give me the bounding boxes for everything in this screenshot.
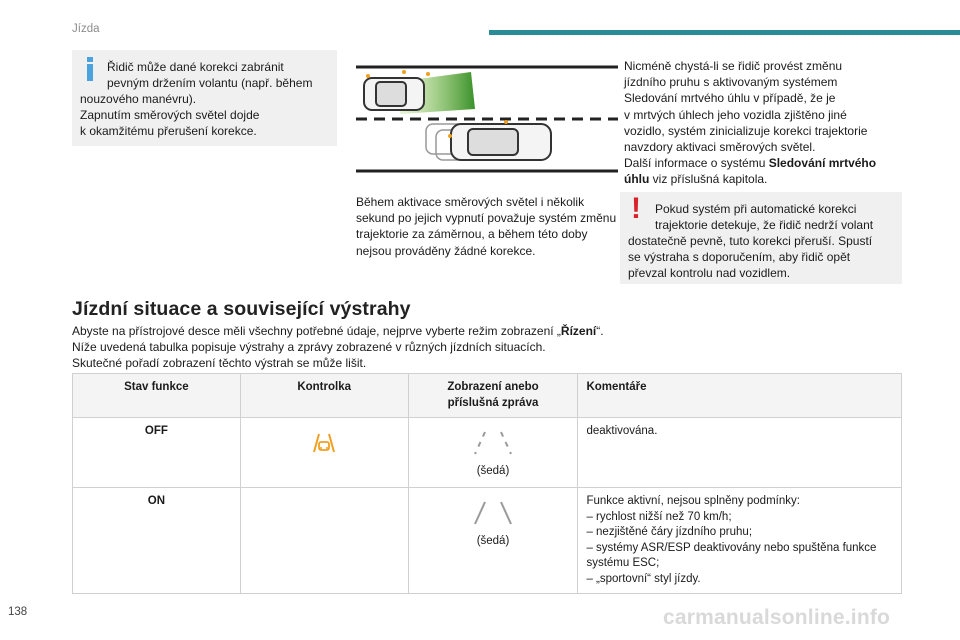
car-top (364, 78, 424, 110)
car-bottom (451, 124, 551, 160)
indicator-cell (240, 418, 408, 488)
info-note-line: nouzového manévru). (80, 92, 197, 106)
warning-note (620, 192, 902, 284)
intro-line (72, 323, 652, 339)
text-line: trajektorie za záměrnou, a během této doby (356, 227, 588, 242)
comment-line: – rychlost nižší než 70 km/h; (586, 510, 732, 523)
comment-cell (578, 418, 902, 488)
lane-change-illustration (356, 64, 618, 176)
display-cell (408, 418, 578, 488)
warning-note-line: převzal kontrolu nad vozidlem. (628, 266, 791, 280)
blind-spot-paragraph (624, 58, 904, 188)
comment-line: – nezjištěné čáry jízdního pruhu; (586, 526, 753, 538)
warnings-table (72, 373, 902, 594)
display-caption: (šedá) (476, 535, 510, 547)
state-cell: ON (73, 488, 241, 594)
page-number: 138 (8, 606, 28, 618)
section-label: Jízda (72, 23, 100, 35)
warning-note-line: Pokud systém při automatické korekci (655, 202, 857, 216)
info-note-line: k okamžitému přerušení korekce. (80, 124, 257, 138)
text-line: v mrtvých úhlech jeho vozidla zjištěno jiné (624, 107, 847, 122)
comment-line: deaktivována. (586, 425, 658, 437)
watermark: carmanualsonline.info (663, 606, 891, 629)
info-icon (80, 56, 100, 82)
text-line: navzdory aktivaci směrových světel. (624, 140, 816, 155)
state-cell: OFF (73, 418, 241, 488)
lane-lines-gray-icon (463, 500, 523, 528)
warning-note-line: se výstraha s doporučením, aby řidič opět (628, 250, 851, 264)
indicator-cell (240, 488, 408, 594)
comment-line: – systémy ASR/ESP deaktivovány nebo spuštěna funkce (586, 541, 877, 554)
text-line: sekund po jejich vypnutí považuje systém změnu (356, 211, 617, 226)
text-line: jízdního pruhu s aktivovaným systémem (624, 75, 838, 90)
table-header: Kontrolka (240, 374, 408, 418)
intro-suffix: “. (596, 324, 604, 338)
intro-prefix: Abyste na přístrojové desce měli všechny potřebné údaje, nejprve vyberte režim zobrazení „ (72, 324, 561, 338)
section-title: Jízdní situace a související výstrahy (72, 298, 411, 320)
turn-signal-paragraph (356, 194, 626, 259)
table-row (73, 488, 902, 594)
info-note-line: Řidič může dané korekci zabránit (107, 60, 284, 74)
header-accent-bar (489, 30, 960, 35)
info-note (72, 50, 337, 146)
more-info-line (624, 155, 904, 187)
lane-keeping-warning-icon (311, 430, 337, 456)
lane-lines-gray-dashed-icon (463, 430, 523, 458)
info-note-line: Zapnutím směrových světel dojde (80, 108, 260, 122)
more-suffix: viz příslušná kapitola. (649, 172, 768, 187)
info-note-line: pevným držením volantu (např. během (107, 76, 313, 90)
intro-bold: Řízení (560, 324, 597, 338)
intro-line: Skutečné pořadí zobrazení těchto výstrah se může lišit. (72, 356, 367, 371)
section-intro (72, 323, 652, 372)
warning-note-line: trajektorie detekuje, že řidič nedrží volant (655, 218, 874, 232)
table-header: Komentáře (578, 374, 902, 418)
comment-cell (578, 488, 902, 594)
text-line: Během aktivace směrových světel i několik (356, 195, 585, 209)
text-line: Nicméně chystá-li se řidič provést změnu (624, 59, 843, 73)
table-row (73, 418, 902, 488)
table-header: Stav funkce (73, 374, 241, 418)
comment-line: Funkce aktivní, nejsou splněny podmínky: (586, 495, 800, 507)
comment-line: – „sportovní“ styl jízdy. (586, 572, 701, 585)
warning-note-line: dostatečně pevně, tuto korekci přeruší. Spustí (628, 234, 873, 248)
table-header-row (73, 374, 902, 418)
more-prefix: Další informace o systému (624, 156, 769, 171)
text-line: Sledování mrtvého úhlu v případě, že je (624, 91, 836, 106)
intro-line: Níže uvedená tabulka popisuje výstrahy a zprávy zobrazené v různých jízdních situacích. (72, 340, 546, 355)
text-line: nejsou prováděny žádné korekce. (356, 243, 536, 258)
display-caption: (šedá) (476, 465, 510, 477)
display-cell (408, 488, 578, 594)
warning-icon: ! (631, 192, 641, 225)
more-bold: Sledování mrtvého úhlu (624, 156, 877, 187)
text-line: vozidlo, systém zinicializuje korekci trajektorie (624, 123, 868, 138)
comment-line: systému ESC; (586, 557, 660, 569)
table-header: Zobrazení anebo příslušná zpráva (408, 374, 578, 418)
